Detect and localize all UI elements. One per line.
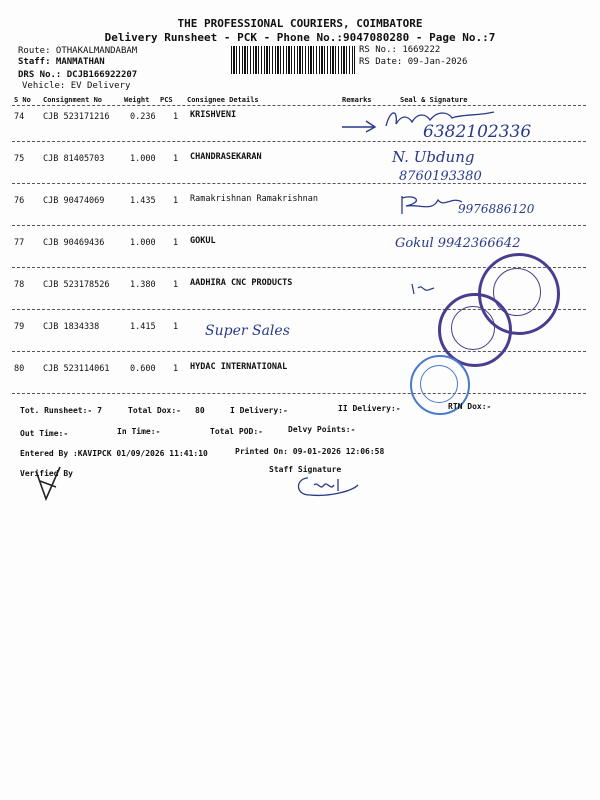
col-pcs: PCS: [160, 96, 173, 104]
row-weight: 0.236: [130, 112, 156, 122]
verifier-signature: [34, 465, 64, 503]
vehicle-label: Vehicle: EV Delivery: [22, 81, 131, 91]
col-weight: Weight: [124, 96, 150, 104]
row-weight: 1.000: [130, 154, 156, 164]
row-divider: [12, 183, 586, 184]
handwriting-row-77: Gokul 9942366642: [395, 236, 521, 251]
row-divider: [12, 225, 586, 226]
row-consignee: KRISHVENI: [190, 110, 237, 120]
row-consignment: CJB 1834338: [43, 322, 100, 332]
row-consignment: CJB 523178526: [43, 280, 110, 290]
row-consignment: CJB 523171216: [43, 112, 110, 122]
row-pcs: 1: [173, 280, 179, 290]
handwriting-row-74: 6382102336: [423, 122, 532, 142]
col-seal-signature: Seal & Signature: [400, 96, 468, 104]
row-consignee: AADHIRA CNC PRODUCTS: [190, 278, 293, 288]
ii-delivery: II Delivery:-: [338, 404, 401, 413]
staff-signature: [294, 475, 364, 499]
delvy-points: Delvy Points:-: [288, 425, 356, 434]
row-consignee: HYDAC INTERNATIONAL: [190, 362, 288, 372]
runsheet-subtitle: Delivery Runsheet - PCK - Phone No.:9047080280 - Page No.:7: [104, 31, 496, 44]
rtn-dox: RTN Dox:-: [448, 402, 492, 411]
row-consignment: CJB 90474069: [43, 196, 105, 206]
total-dox-value: 80: [195, 406, 205, 415]
col-sno: S No: [14, 96, 31, 104]
row-sno: 79: [14, 322, 25, 332]
company-title: THE PROFESSIONAL COURIERS, COIMBATORE: [177, 17, 423, 30]
row-pcs: 1: [173, 364, 179, 374]
row-consignee: GOKUL: [190, 236, 216, 246]
rs-date: RS Date: 09-Jan-2026: [359, 57, 468, 67]
row-sno: 75: [14, 154, 25, 164]
row-divider: [12, 393, 586, 394]
tot-runsheet: Tot. Runsheet:- 7: [20, 406, 102, 415]
total-dox-label: Total Dox:-: [128, 406, 181, 415]
rs-number: RS No.: 1669222: [359, 45, 441, 55]
row-sno: 76: [14, 196, 25, 206]
row-sno: 80: [14, 364, 25, 374]
total-pod: Total POD:-: [210, 427, 263, 436]
row-consignee: Ramakrishnan Ramakrishnan: [190, 194, 318, 204]
row-sno: 74: [14, 112, 25, 122]
route-label: Route: OTHAKALMANDABAM: [18, 46, 138, 56]
row-sno: 77: [14, 238, 25, 248]
row-weight: 1.000: [130, 238, 156, 248]
row-pcs: 1: [173, 196, 179, 206]
handwriting-row-75-name: N. Ubdung: [392, 148, 475, 166]
in-time: In Time:-: [117, 427, 161, 436]
row-weight: 0.600: [130, 364, 156, 374]
mark-row-78: [410, 280, 440, 300]
row-pcs: 1: [173, 322, 179, 332]
arrow-mark: [340, 118, 380, 134]
row-consignment: CJB 523114061: [43, 364, 110, 374]
row-weight: 1.415: [130, 322, 156, 332]
printed-on: Printed On: 09-01-2026 12:06:58: [235, 447, 385, 456]
verified-by: Verified By: [20, 469, 73, 478]
barcode: [231, 46, 355, 74]
row-pcs: 1: [173, 238, 179, 248]
i-delivery: I Delivery:-: [230, 406, 288, 415]
handwriting-row-75-phone: 8760193380: [399, 169, 482, 184]
handwriting-row-76: 9976886120: [458, 202, 535, 216]
col-consignment: Consignment No: [43, 96, 103, 104]
row-consignment: CJB 90469436: [43, 238, 105, 248]
staff-signature-label: Staff Signature: [269, 465, 342, 474]
row-consignee: CHANDRASEKARAN: [190, 152, 262, 162]
out-time: Out Time:-: [20, 429, 69, 438]
row-weight: 1.435: [130, 196, 156, 206]
row-sno: 78: [14, 280, 25, 290]
row-weight: 1.380: [130, 280, 156, 290]
handwriting-row-79: Super Sales: [205, 323, 290, 339]
col-consignee: Consignee Details: [187, 96, 259, 104]
col-remarks: Remarks: [342, 96, 372, 104]
drs-label: DRS No.: DCJB166922207: [18, 70, 138, 80]
row-consignment: CJB 81405703: [43, 154, 105, 164]
row-pcs: 1: [173, 112, 179, 122]
staff-label: Staff: MANMATHAN: [18, 57, 105, 67]
row-pcs: 1: [173, 154, 179, 164]
entered-by: Entered By :KAVIPCK 01/09/2026 11:41:10: [20, 449, 208, 458]
